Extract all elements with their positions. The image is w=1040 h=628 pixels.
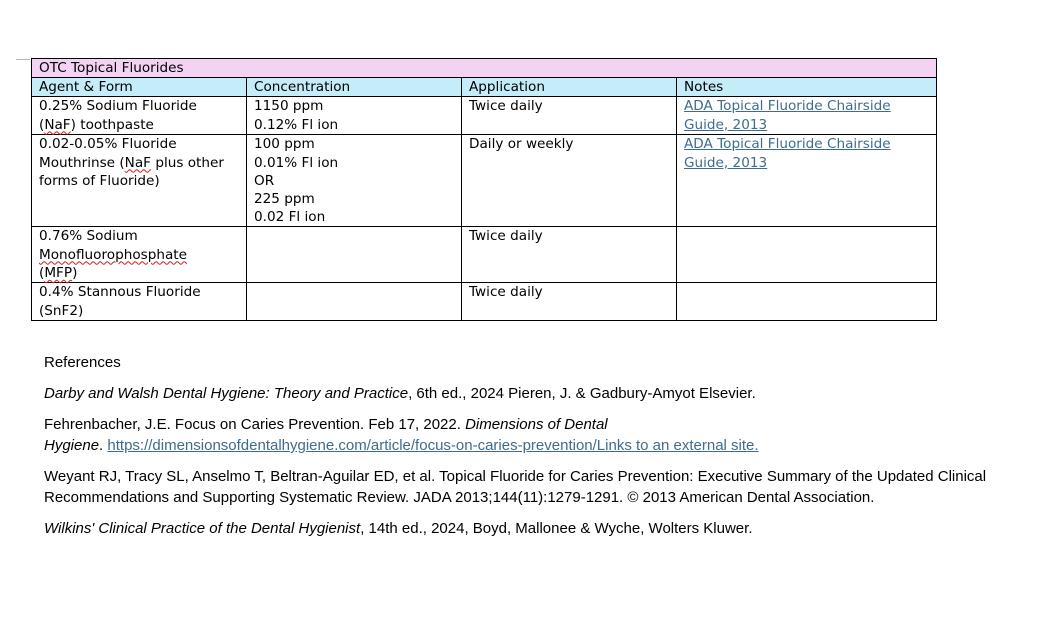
spellcheck-word: MFP — [44, 264, 73, 281]
agent-cell — [32, 135, 247, 227]
dimensions-article-link[interactable]: https://dimensionsofdentalhygiene.com/article/focus-on-caries-prevention/Links to an external site. — [107, 437, 759, 454]
cell-line: (SnF2) — [39, 302, 84, 319]
cell-line: 0.01% Fl ion — [254, 154, 339, 171]
cell-line: 0.02-0.05% Fluoride — [39, 136, 177, 153]
ada-guide-link[interactable]: Guide, 2013 — [684, 154, 768, 171]
table-row — [32, 135, 937, 227]
reference-journal: Hygiene — [44, 437, 100, 454]
ada-guide-link[interactable]: ADA Topical Fluoride Chairside — [684, 136, 891, 153]
header-concentration: Concentration — [247, 78, 462, 97]
reference-separator: . — [99, 437, 108, 454]
spellcheck-word: NaF — [44, 116, 71, 133]
reference-details: , 14th ed., 2024, Boyd, Mallonee & Wyche, Wolters Kluwer. — [360, 520, 753, 537]
application-cell: Twice daily — [462, 283, 677, 321]
cell-line: 1150 ppm — [254, 98, 324, 115]
reference-line: Weyant RJ, Tracy SL, Anselmo T, Beltran-Aguilar ED, et al. Topical Fluoride for Caries Prevention: Executive Summary of the Updated Clinical — [44, 468, 987, 485]
reference-title: Wilkins' Clinical Practice of the Dental Hygienist — [44, 520, 361, 537]
margin-mark — [16, 59, 30, 60]
concentration-cell — [247, 283, 462, 321]
concentration-cell — [247, 227, 462, 283]
reference-details: Fehrenbacher, J.E. Focus on Caries Prevention. Feb 17, 2022. — [44, 416, 466, 433]
cell-line: forms of Fluoride) — [39, 172, 160, 189]
fluoride-table — [31, 58, 937, 321]
agent-cell — [32, 227, 247, 283]
notes-cell — [677, 97, 937, 135]
cell-line: 225 ppm — [254, 191, 315, 208]
table-header-row — [32, 78, 937, 97]
reference-journal: Dimensions of Dental — [465, 416, 608, 433]
application-cell: Twice daily — [462, 227, 677, 283]
concentration-cell — [247, 97, 462, 135]
table-row — [32, 227, 937, 283]
ada-guide-link[interactable]: ADA Topical Fluoride Chairside — [684, 98, 891, 115]
ada-guide-link[interactable]: Guide, 2013 — [684, 116, 768, 133]
application-cell: Daily or weekly — [462, 135, 677, 227]
application-cell: Twice daily — [462, 97, 677, 135]
table-title-row — [32, 59, 937, 78]
spellcheck-word: Monofluorophosphate — [39, 246, 187, 263]
header-agent: Agent & Form — [32, 78, 247, 97]
table-row — [32, 97, 937, 135]
reference-title: Darby and Walsh Dental Hygiene: Theory and Practice — [44, 385, 409, 402]
cell-line: 0.12% Fl ion — [254, 116, 339, 133]
notes-cell — [677, 135, 937, 227]
reference-line: Recommendations and Supporting Systematic Review. JADA 2013;144(11):1279-1291. © 2013 American Dental Association. — [44, 489, 875, 506]
reference-darby — [44, 383, 1024, 404]
cell-line: 0.76% Sodium — [39, 228, 138, 245]
reference-details: , 6th ed., 2024 Pieren, J. & Gadbury-Amyot Elsevier. — [408, 385, 756, 402]
cell-line: 100 ppm — [254, 136, 315, 153]
agent-cell — [32, 97, 247, 135]
agent-cell — [32, 283, 247, 321]
concentration-cell — [247, 135, 462, 227]
cell-line — [39, 246, 239, 264]
table-title: OTC Topical Fluorides — [32, 59, 937, 78]
cell-line: Mouthrinse (NaF plus other — [39, 154, 224, 171]
cell-line: 0.4% Stannous Fluoride — [39, 284, 201, 301]
cell-line: (NaF) toothpaste — [39, 116, 154, 133]
cell-line: OR — [254, 172, 275, 189]
spellcheck-word: NaF — [124, 154, 151, 171]
header-application: Application — [462, 78, 677, 97]
reference-weyant — [44, 466, 1024, 508]
header-notes: Notes — [677, 78, 937, 97]
table-row — [32, 283, 937, 321]
cell-line: (MFP) — [39, 264, 78, 281]
reference-fehrenbacher — [44, 414, 1024, 456]
references-heading: References — [44, 354, 121, 371]
cell-line: 0.25% Sodium Fluoride — [39, 98, 197, 115]
cell-line: 0.02 Fl ion — [254, 209, 326, 226]
notes-cell — [677, 283, 937, 321]
notes-cell — [677, 227, 937, 283]
reference-wilkins — [44, 518, 1024, 539]
references-section — [44, 352, 1024, 549]
